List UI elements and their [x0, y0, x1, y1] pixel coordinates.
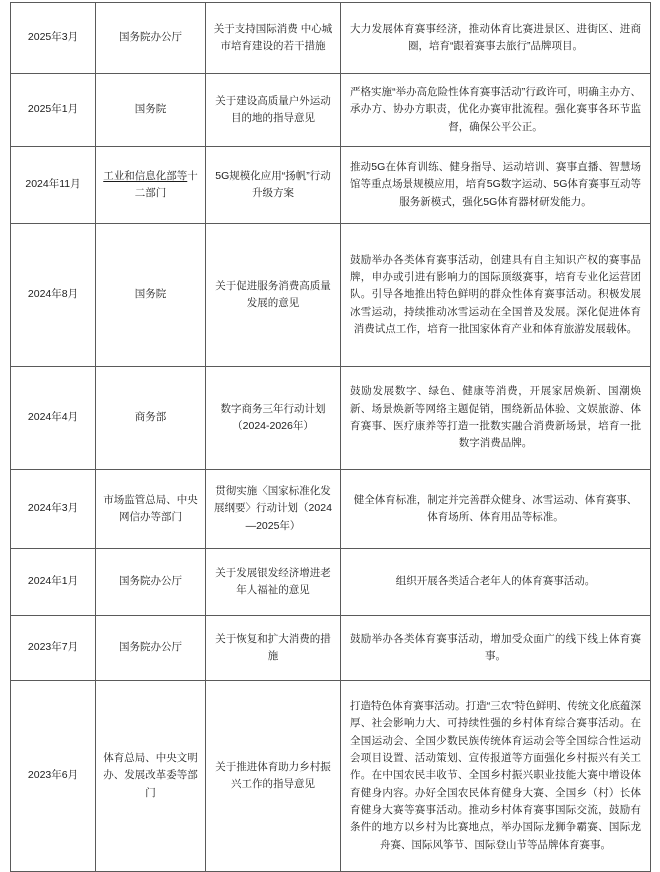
cell-publish-org: 市场监管总局、中央网信办等部门 — [96, 470, 206, 549]
cell-publish-date: 2024年8月 — [11, 224, 96, 367]
cell-publish-date: 2024年3月 — [11, 470, 96, 549]
cell-publish-date: 2024年11月 — [11, 147, 96, 224]
cell-document-name: 关于推进体育助力乡村振兴工作的指导意见 — [206, 681, 341, 872]
cell-related-content: 大力发展体育赛事经济，推动体育比赛进景区、进街区、进商圈，培育“跟着赛事去旅行”品牌项目。 — [341, 3, 651, 74]
cell-related-content: 鼓励举办各类体育赛事活动，增加受众面广的线下线上体育赛事。 — [341, 616, 651, 681]
org-rest-part: 十二部门 — [134, 169, 198, 199]
org-underlined-part: 工业和信息化部等 — [103, 169, 188, 182]
cell-document-name: 关于建设高质量户外运动目的地的指导意见 — [206, 74, 341, 147]
cell-publish-date: 2025年1月 — [11, 74, 96, 147]
cell-document-name: 关于促进服务消费高质量发展的意见 — [206, 224, 341, 367]
table-row — [11, 147, 651, 224]
table-row — [11, 3, 651, 74]
cell-publish-org: 国务院办公厅 — [96, 616, 206, 681]
table-row — [11, 681, 651, 872]
cell-related-content: 鼓励举办各类体育赛事活动，创建具有自主知识产权的赛事品牌，申办或引进有影响力的国际顶级赛事，培育专业化运营团队。引导各地推出特色鲜明的群众性体育赛事活动。积极发展冰雪运动，持续推动冰雪运动在全国普及发展。深化促进体育消费试点工作，培育一批国家体育产业和体育旅游发展载体。 — [341, 224, 651, 367]
cell-document-name: 关于支持国际消费 中心城市培育建设的若干措施 — [206, 3, 341, 74]
cell-publish-org — [96, 147, 206, 224]
cell-related-content: 组织开展各类适合老年人的体育赛事活动。 — [341, 549, 651, 616]
cell-document-name: 关于发展银发经济增进老年人福祉的意见 — [206, 549, 341, 616]
table-row — [11, 74, 651, 147]
table-row — [11, 616, 651, 681]
cell-document-name: 关于恢复和扩大消费的措施 — [206, 616, 341, 681]
cell-publish-date: 2023年6月 — [11, 681, 96, 872]
cell-publish-date: 2024年4月 — [11, 367, 96, 470]
cell-document-name: 数字商务三年行动计划（2024-2026年） — [206, 367, 341, 470]
cell-publish-date: 2024年1月 — [11, 549, 96, 616]
cell-publish-date: 2023年7月 — [11, 616, 96, 681]
table-body — [11, 3, 651, 872]
cell-related-content: 打造特色体育赛事活动。打造“三农”特色鲜明、传统文化底蕴深厚、社会影响力大、可持续性强的乡村体育综合赛事活动。在全国运动会、全国少数民族传统体育运动会等全国综合性运动会项目设置、活动策划、宣传报道等方面强化乡村振兴有关工作。在中国农民丰收节、全国乡村振兴职业技能大赛中增设体育健身内容。办好全国农民体育健身大赛、全国乡（村）长体育健身大赛等赛事活动。推动乡村体育赛事国际交流，鼓励有条件的地方以乡村为比赛地点，举办国际龙狮争霸赛、国际龙舟赛、国际风筝节、国际登山节等品牌体育赛事。 — [341, 681, 651, 872]
cell-publish-org: 体育总局、中央文明办、发展改革委等部门 — [96, 681, 206, 872]
cell-publish-org: 国务院 — [96, 224, 206, 367]
cell-publish-org: 国务院办公厅 — [96, 3, 206, 74]
cell-related-content: 严格实施“举办高危险性体育赛事活动”行政许可，明确主办方、承办方、协办方职责，优化办赛审批流程。强化赛事各环节监督，确保公平公正。 — [341, 74, 651, 147]
table-row — [11, 367, 651, 470]
policy-reference-table — [10, 2, 651, 872]
cell-document-name: 贯彻实施〈国家标准化发展纲要〉行动计划（2024—2025年） — [206, 470, 341, 549]
cell-related-content: 鼓励发展数字、绿色、健康等消费，开展家居焕新、国潮焕新、场景焕新等网络主题促销，围绕新品体验、文娱旅游、体育赛事、医疗康养等打造一批数实融合消费新场景，培育一批数字消费品牌。 — [341, 367, 651, 470]
table-row — [11, 224, 651, 367]
cell-related-content: 推动5G在体育训练、健身指导、运动培训、赛事直播、智慧场馆等重点场景规模应用，培育5G数字运动、5G体育赛事互动等服务新模式，强化5G体育器材研发能力。 — [341, 147, 651, 224]
table-row — [11, 470, 651, 549]
cell-publish-org: 国务院办公厅 — [96, 549, 206, 616]
cell-document-name: 5G规模化应用“扬帆”行动升级方案 — [206, 147, 341, 224]
cell-publish-date: 2025年3月 — [11, 3, 96, 74]
cell-publish-org: 商务部 — [96, 367, 206, 470]
cell-related-content: 健全体育标准，制定并完善群众健身、冰雪运动、体育赛事、体育场所、体育用品等标准。 — [341, 470, 651, 549]
cell-publish-org: 国务院 — [96, 74, 206, 147]
table-row — [11, 549, 651, 616]
